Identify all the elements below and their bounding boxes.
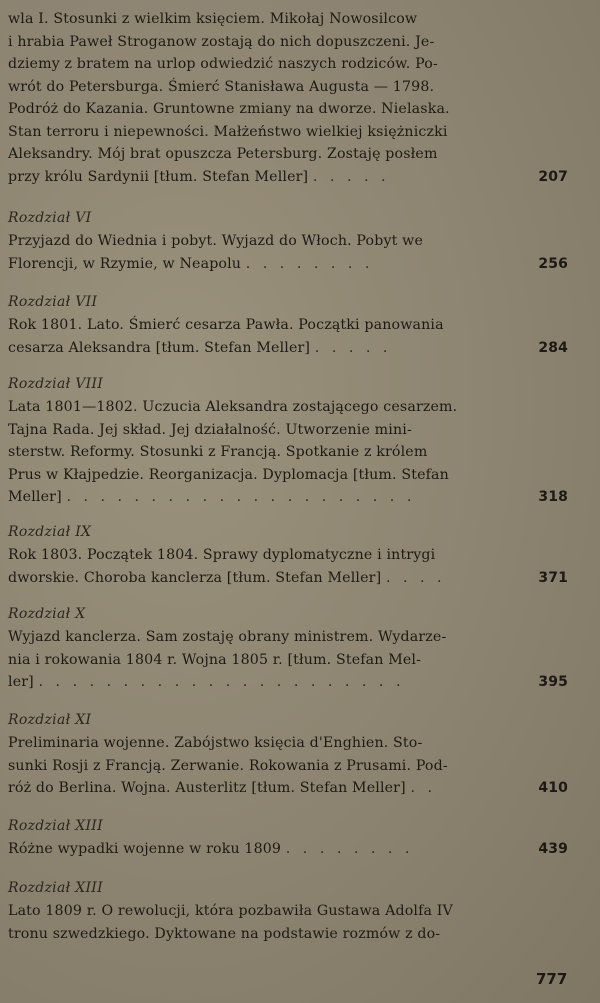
leader-dots: . . . . . . . .: [245, 255, 374, 272]
toc-entry: [8, 292, 568, 359]
entry-text: ler]: [8, 674, 34, 690]
leader-dots: . . . .: [385, 569, 446, 586]
leader-dots: . .: [410, 780, 436, 796]
entry-text: Florencji, w Rzymie, w Neapolu: [8, 255, 242, 272]
leader-dots: . . . . . . . . . . . . . . . . . . . . .: [66, 489, 416, 505]
toc-entry: [8, 816, 568, 861]
entry-line: Rok 1801. Lato. Śmierć cesarza Pawła. Początki panowania: [8, 317, 444, 333]
entry-text: dworskie. Choroba kanclerza [tłum. Stefan Meller]: [8, 569, 382, 586]
leader-dots: . . . . . . . .: [285, 841, 414, 857]
chapter-heading: Rozdział VII: [8, 294, 98, 310]
entry-line: i hrabia Paweł Stroganow zostają do nich dopuszczeni. Je-: [8, 33, 435, 50]
chapter-heading: Rozdział VI: [8, 210, 92, 226]
page-number: 318: [538, 489, 568, 505]
entry-line: Wyjazd kanclerza. Sam zostaję obrany ministrem. Wydarze-: [8, 629, 447, 645]
entry-last-line: [8, 567, 568, 590]
toc-entry: [8, 8, 568, 188]
chapter-heading: Rozdział IX: [8, 524, 92, 540]
entry-line: Prus w Kłajpedzie. Reorganizacja. Dyplomacja [tłum. Stefan: [8, 466, 449, 483]
entry-line: Aleksandry. Mój brat opuszcza Petersburg. Zostaję posłem: [8, 146, 438, 162]
chapter-heading: Rozdział X: [8, 606, 86, 622]
entry-text: cesarza Aleksandra [tłum. Stefan Meller]: [8, 339, 311, 356]
entry-line: Rok 1803. Początek 1804. Sprawy dyplomatyczne i intrygi: [8, 547, 436, 563]
entry-last-line: [8, 166, 568, 189]
entry-last-line: [8, 253, 568, 276]
entry-line: nia i rokowania 1804 r. Wojna 1805 r. [tłum. Stefan Mel-: [8, 651, 422, 668]
leader-dots: . . . . . . . . . . . . . . . . . . . . . .: [38, 674, 405, 690]
entry-line: dziemy z bratem na urlop odwiedzić naszych rodziców. Po-: [8, 56, 438, 72]
entry-line: tronu szwedzkiego. Dyktowane na podstawie rozmów z do-: [8, 925, 441, 942]
chapter-heading: Rozdział XIII: [8, 818, 103, 834]
entry-line: sterstw. Reformy. Stosunki z Francją. Spotkanie z królem: [8, 444, 428, 460]
entry-line: Lata 1801—1802. Uczucia Aleksandra zostającego cesarzem.: [8, 399, 458, 415]
entry-last-line: [8, 671, 568, 694]
entry-text: Różne wypadki wojenne w roku 1809: [8, 841, 282, 857]
page-number: 395: [538, 674, 568, 690]
page-number: 256: [538, 255, 568, 272]
toc-entry: [8, 208, 568, 275]
entry-last-line: [8, 838, 568, 861]
toc-entry: [8, 374, 568, 509]
chapter-heading: Rozdział XI: [8, 712, 92, 728]
entry-line: Preliminaria wojenne. Zabójstwo księcia d'Enghien. Sto-: [8, 735, 423, 751]
toc-entry: [8, 522, 568, 589]
leader-dots: . . . . .: [314, 339, 392, 356]
entry-text: przy królu Sardynii [tłum. Stefan Meller]: [8, 168, 309, 185]
entry-line: Lato 1809 r. O rewolucji, która pozbawiła Gustawa Adolfa IV: [8, 903, 453, 919]
entry-last-line: [8, 777, 568, 800]
entry-text: róż do Berlina. Wojna. Austerlitz [tłum. Stefan Meller]: [8, 780, 406, 796]
entry-line: Stan terroru i niepewności. Małżeństwo wielkiej księżniczki: [8, 123, 448, 140]
toc-entry: [8, 604, 568, 694]
entry-line: wla I. Stosunki z wielkim księciem. Mikołaj Nowosilcow: [8, 11, 418, 27]
chapter-heading: Rozdział XIII: [8, 880, 103, 896]
folio-page-number: 777: [536, 970, 568, 988]
page-number: 410: [538, 780, 568, 796]
entry-line: wrót do Petersburga. Śmierć Stanisława Augusta — 1798.: [8, 78, 435, 95]
entry-line: Przyjazd do Wiednia i pobyt. Wyjazd do Włoch. Pobyt we: [8, 233, 423, 249]
entry-line: Podróż do Kazania. Gruntowne zmiany na dworze. Nielaska.: [8, 101, 450, 117]
entry-last-line: [8, 337, 568, 360]
entry-last-line: [8, 486, 568, 509]
entry-text: Meller]: [8, 489, 62, 505]
toc-entry: [8, 710, 568, 800]
toc-entry: [8, 878, 568, 945]
entry-line: Tajna Rada. Jej skład. Jej działalność. Utworzenie mini-: [8, 421, 412, 438]
page-number: 439: [538, 841, 568, 857]
page-number: 207: [538, 168, 568, 185]
page-number: 284: [538, 339, 568, 356]
leader-dots: . . . . .: [312, 168, 390, 185]
entry-line: sunki Rosji z Francją. Zerwanie. Rokowania z Prusami. Pod-: [8, 757, 448, 774]
chapter-heading: Rozdział VIII: [8, 376, 104, 392]
page-number: 371: [538, 569, 568, 586]
